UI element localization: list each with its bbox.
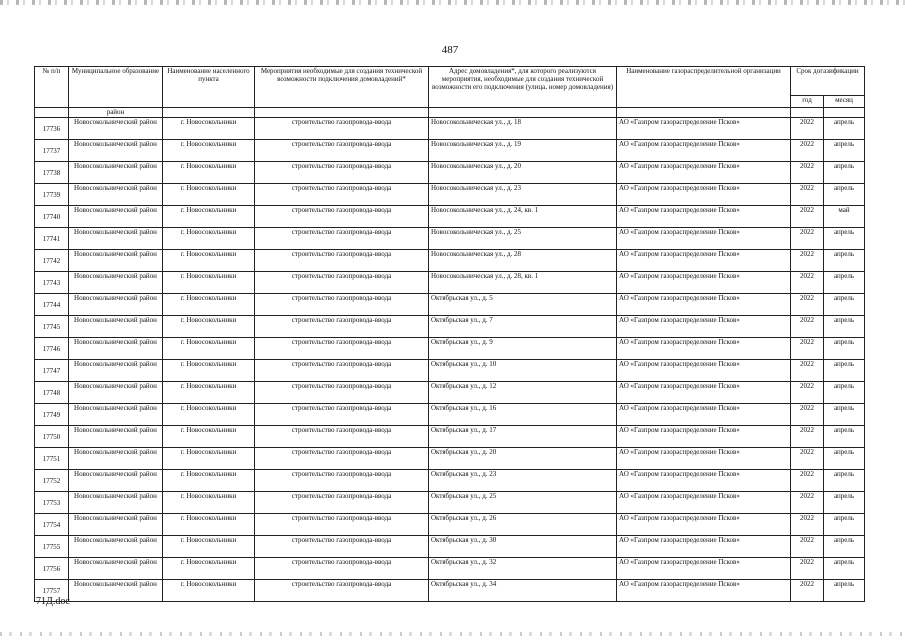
page-number: 487: [441, 44, 459, 56]
cell-address: Октябрьская ул., д. 26: [429, 514, 617, 536]
cell-year: 2022: [791, 316, 824, 338]
cell-municipality: Новосокольнический район: [69, 580, 163, 602]
cell-municipality: Новосокольнический район: [69, 272, 163, 294]
cell-year: 2022: [791, 206, 824, 228]
header-deadline: Срок догазификации: [791, 67, 865, 96]
cell-municipality: Новосокольнический район: [69, 404, 163, 426]
scan-noise-bottom: [0, 632, 905, 636]
cell-month: апрель: [824, 492, 865, 514]
cell-municipality: Новосокольнический район: [69, 382, 163, 404]
table-row: [35, 272, 865, 294]
cell-locality: г. Новосокольники: [163, 492, 255, 514]
cell-num: 17741: [35, 228, 69, 250]
cell-org: АО «Газпром газораспределение Псков»: [617, 338, 791, 360]
cell-num: 17744: [35, 294, 69, 316]
cell-num: 17750: [35, 426, 69, 448]
table-row: [35, 514, 865, 536]
cell-num: 17738: [35, 162, 69, 184]
cell-action: строительство газопровода-ввода: [255, 162, 429, 184]
cell-org: АО «Газпром газораспределение Псков»: [617, 492, 791, 514]
cell-municipality: Новосокольнический район: [69, 470, 163, 492]
cell-locality: г. Новосокольники: [163, 228, 255, 250]
cell-year: 2022: [791, 162, 824, 184]
cell-municipality: Новосокольнический район: [69, 536, 163, 558]
cell-address: Октябрьская ул., д. 16: [429, 404, 617, 426]
cell-address: Октябрьская ул., д. 20: [429, 448, 617, 470]
gasification-table: [34, 66, 865, 602]
cell-address: Октябрьская ул., д. 5: [429, 294, 617, 316]
cell-locality: г. Новосокольники: [163, 294, 255, 316]
table-row: [35, 184, 865, 206]
cell-num: 17740: [35, 206, 69, 228]
cell-municipality: Новосокольнический район: [69, 426, 163, 448]
cell-month: апрель: [824, 580, 865, 602]
cell-org: АО «Газпром газораспределение Псков»: [617, 404, 791, 426]
cell-num: 17751: [35, 448, 69, 470]
table-row: [35, 580, 865, 602]
cell-month: апрель: [824, 558, 865, 580]
cell-org: АО «Газпром газораспределение Псков»: [617, 558, 791, 580]
cell-locality: г. Новосокольники: [163, 250, 255, 272]
cell-action: строительство газопровода-ввода: [255, 272, 429, 294]
cell-action: строительство газопровода-ввода: [255, 360, 429, 382]
header-action: Мероприятия необходимые для создания технической возможности подключения домовладений*: [255, 67, 429, 108]
table-row: [35, 206, 865, 228]
cell-month: апрель: [824, 118, 865, 140]
cell-num: 17737: [35, 140, 69, 162]
cell-address: Новосокольническая ул., д. 23: [429, 184, 617, 206]
cell-action: строительство газопровода-ввода: [255, 514, 429, 536]
cell-num: 17743: [35, 272, 69, 294]
header-org: Наименование газораспределительной организации: [617, 67, 791, 108]
cell-action: строительство газопровода-ввода: [255, 426, 429, 448]
cell-address: Октябрьская ул., д. 25: [429, 492, 617, 514]
table-row: [35, 492, 865, 514]
table-row: [35, 228, 865, 250]
cell-year: 2022: [791, 294, 824, 316]
cell-municipality: Новосокольнический район: [69, 514, 163, 536]
header-num: № п/п: [35, 67, 69, 108]
cell-address: Октябрьская ул., д. 23: [429, 470, 617, 492]
header-month: месяц: [824, 96, 865, 108]
cell-org: АО «Газпром газораспределение Псков»: [617, 272, 791, 294]
cell-municipality: Новосокольнический район: [69, 140, 163, 162]
table-row: [35, 360, 865, 382]
cell-num: 17749: [35, 404, 69, 426]
cell-municipality: Новосокольнический район: [69, 338, 163, 360]
cell-year: 2022: [791, 580, 824, 602]
cell-address: Октябрьская ул., д. 12: [429, 382, 617, 404]
cell-municipality: Новосокольнический район: [69, 250, 163, 272]
cell-locality: г. Новосокольники: [163, 470, 255, 492]
cell-month: апрель: [824, 316, 865, 338]
table-row: [35, 294, 865, 316]
cell-action: строительство газопровода-ввода: [255, 558, 429, 580]
cell-num: 17752: [35, 470, 69, 492]
cell-locality: г. Новосокольники: [163, 206, 255, 228]
cell-year: 2022: [791, 338, 824, 360]
cell-locality: г. Новосокольники: [163, 558, 255, 580]
cell-month: апрель: [824, 228, 865, 250]
cell-action: строительство газопровода-ввода: [255, 118, 429, 140]
cell-org: АО «Газпром газораспределение Псков»: [617, 360, 791, 382]
cell-action: строительство газопровода-ввода: [255, 536, 429, 558]
header-year: год: [791, 96, 824, 108]
table-row: [35, 426, 865, 448]
cell-org: АО «Газпром газораспределение Псков»: [617, 580, 791, 602]
cell-year: 2022: [791, 558, 824, 580]
cell-action: строительство газопровода-ввода: [255, 294, 429, 316]
cell-locality: г. Новосокольники: [163, 140, 255, 162]
cell-num: 17742: [35, 250, 69, 272]
cell-municipality: Новосокольнический район: [69, 294, 163, 316]
cell-address: Новосокольническая ул., д. 25: [429, 228, 617, 250]
cell-org: АО «Газпром газораспределение Псков»: [617, 184, 791, 206]
cell-address: Новосокольническая ул., д. 18: [429, 118, 617, 140]
cell-year: 2022: [791, 118, 824, 140]
cell-action: строительство газопровода-ввода: [255, 580, 429, 602]
cell-month: апрель: [824, 360, 865, 382]
cell-org: АО «Газпром газораспределение Псков»: [617, 536, 791, 558]
cell-month: апрель: [824, 514, 865, 536]
cell-address: Октябрьская ул., д. 30: [429, 536, 617, 558]
cell-month: май: [824, 206, 865, 228]
cell-year: 2022: [791, 426, 824, 448]
cell-action: строительство газопровода-ввода: [255, 492, 429, 514]
cell-locality: г. Новосокольники: [163, 338, 255, 360]
cell-month: апрель: [824, 272, 865, 294]
table-row: [35, 316, 865, 338]
cell-month: апрель: [824, 382, 865, 404]
table-row: [35, 470, 865, 492]
cell-address: Октябрьская ул., д. 34: [429, 580, 617, 602]
cell-month: апрель: [824, 140, 865, 162]
cell-locality: г. Новосокольники: [163, 162, 255, 184]
cell-year: 2022: [791, 184, 824, 206]
table-row: [35, 250, 865, 272]
cell-address: Новосокольническая ул., д. 24, кв. 1: [429, 206, 617, 228]
cell-locality: г. Новосокольники: [163, 184, 255, 206]
cell-municipality: Новосокольнический район: [69, 162, 163, 184]
cell-num: 17757: [35, 580, 69, 602]
cell-municipality: Новосокольнический район: [69, 558, 163, 580]
cell-municipality: Новосокольнический район: [69, 184, 163, 206]
cell-num: 17755: [35, 536, 69, 558]
cell-year: 2022: [791, 536, 824, 558]
cell-municipality: Новосокольнический район: [69, 448, 163, 470]
cell-org: АО «Газпром газораспределение Псков»: [617, 316, 791, 338]
cell-org: АО «Газпром газораспределение Псков»: [617, 162, 791, 184]
cell-month: апрель: [824, 426, 865, 448]
cell-address: Новосокольническая ул., д. 19: [429, 140, 617, 162]
cell-action: строительство газопровода-ввода: [255, 338, 429, 360]
cell-address: Октябрьская ул., д. 7: [429, 316, 617, 338]
cell-locality: г. Новосокольники: [163, 426, 255, 448]
cell-action: строительство газопровода-ввода: [255, 382, 429, 404]
cell-year: 2022: [791, 404, 824, 426]
cell-month: апрель: [824, 162, 865, 184]
table-row: [35, 382, 865, 404]
cell-month: апрель: [824, 338, 865, 360]
cell-month: апрель: [824, 404, 865, 426]
table-row: [35, 118, 865, 140]
cell-num: 17754: [35, 514, 69, 536]
cell-action: строительство газопровода-ввода: [255, 316, 429, 338]
cell-org: АО «Газпром газораспределение Псков»: [617, 426, 791, 448]
cell-org: АО «Газпром газораспределение Псков»: [617, 294, 791, 316]
scan-noise-top: [0, 0, 905, 5]
cell-num: 17739: [35, 184, 69, 206]
cell-address: Новосокольническая ул., д. 28, кв. 1: [429, 272, 617, 294]
cell-month: апрель: [824, 470, 865, 492]
cell-org: АО «Газпром газораспределение Псков»: [617, 206, 791, 228]
cell-municipality: Новосокольнический район: [69, 228, 163, 250]
cell-month: апрель: [824, 250, 865, 272]
cell-org: АО «Газпром газораспределение Псков»: [617, 514, 791, 536]
cell-locality: г. Новосокольники: [163, 272, 255, 294]
cell-year: 2022: [791, 228, 824, 250]
cell-address: Новосокольническая ул., д. 20: [429, 162, 617, 184]
cell-org: АО «Газпром газораспределение Псков»: [617, 382, 791, 404]
cell-municipality: Новосокольнический район: [69, 492, 163, 514]
cell-num: 17753: [35, 492, 69, 514]
header-municipality: Муниципальное образование: [69, 67, 163, 108]
cell-locality: г. Новосокольники: [163, 118, 255, 140]
cell-year: 2022: [791, 448, 824, 470]
cell-action: строительство газопровода-ввода: [255, 448, 429, 470]
cell-year: 2022: [791, 250, 824, 272]
cell-num: 17756: [35, 558, 69, 580]
cell-municipality: Новосокольнический район: [69, 360, 163, 382]
cell-org: АО «Газпром газораспределение Псков»: [617, 448, 791, 470]
cell-municipality: Новосокольнический район: [69, 206, 163, 228]
cell-locality: г. Новосокольники: [163, 404, 255, 426]
cell-municipality: Новосокольнический район: [69, 316, 163, 338]
table-row: [35, 558, 865, 580]
cell-org: АО «Газпром газораспределение Псков»: [617, 140, 791, 162]
cell-locality: г. Новосокольники: [163, 316, 255, 338]
document-filename: 71Д.doc: [36, 596, 70, 607]
header-locality: Наименование населенного пункта: [163, 67, 255, 108]
continuation-text: район: [69, 108, 163, 118]
continuation-row: [35, 108, 865, 118]
table-row: [35, 404, 865, 426]
cell-year: 2022: [791, 514, 824, 536]
cell-locality: г. Новосокольники: [163, 382, 255, 404]
header-address: Адрес домовладения*, для которого реализуются мероприятия, необходимые для создания технической возможности его подключения (улица, номер домовладения): [429, 67, 617, 108]
cell-num: 17745: [35, 316, 69, 338]
cell-locality: г. Новосокольники: [163, 536, 255, 558]
table-header-row: [35, 67, 865, 96]
cell-action: строительство газопровода-ввода: [255, 404, 429, 426]
cell-year: 2022: [791, 470, 824, 492]
cell-org: АО «Газпром газораспределение Псков»: [617, 470, 791, 492]
cell-month: апрель: [824, 294, 865, 316]
cell-locality: г. Новосокольники: [163, 360, 255, 382]
cell-org: АО «Газпром газораспределение Псков»: [617, 118, 791, 140]
cell-year: 2022: [791, 272, 824, 294]
cell-year: 2022: [791, 492, 824, 514]
cell-locality: г. Новосокольники: [163, 514, 255, 536]
cell-address: Октябрьская ул., д. 17: [429, 426, 617, 448]
cell-num: 17746: [35, 338, 69, 360]
table-body: [35, 108, 865, 602]
cell-org: АО «Газпром газораспределение Псков»: [617, 228, 791, 250]
table-row: [35, 162, 865, 184]
cell-num: 17736: [35, 118, 69, 140]
cell-address: Октябрьская ул., д. 32: [429, 558, 617, 580]
cell-num: 17748: [35, 382, 69, 404]
cell-action: строительство газопровода-ввода: [255, 206, 429, 228]
cell-action: строительство газопровода-ввода: [255, 470, 429, 492]
cell-action: строительство газопровода-ввода: [255, 228, 429, 250]
cell-month: апрель: [824, 184, 865, 206]
cell-locality: г. Новосокольники: [163, 448, 255, 470]
cell-address: Новосокольническая ул., д. 28: [429, 250, 617, 272]
table-row: [35, 536, 865, 558]
cell-org: АО «Газпром газораспределение Псков»: [617, 250, 791, 272]
cell-address: Октябрьская ул., д. 10: [429, 360, 617, 382]
cell-month: апрель: [824, 448, 865, 470]
cell-month: апрель: [824, 536, 865, 558]
cell-action: строительство газопровода-ввода: [255, 140, 429, 162]
cell-locality: г. Новосокольники: [163, 580, 255, 602]
table-row: [35, 338, 865, 360]
cell-num: 17747: [35, 360, 69, 382]
table-row: [35, 448, 865, 470]
cell-action: строительство газопровода-ввода: [255, 184, 429, 206]
cell-year: 2022: [791, 140, 824, 162]
table-row: [35, 140, 865, 162]
cell-year: 2022: [791, 382, 824, 404]
cell-address: Октябрьская ул., д. 9: [429, 338, 617, 360]
cell-action: строительство газопровода-ввода: [255, 250, 429, 272]
cell-municipality: Новосокольнический район: [69, 118, 163, 140]
cell-year: 2022: [791, 360, 824, 382]
